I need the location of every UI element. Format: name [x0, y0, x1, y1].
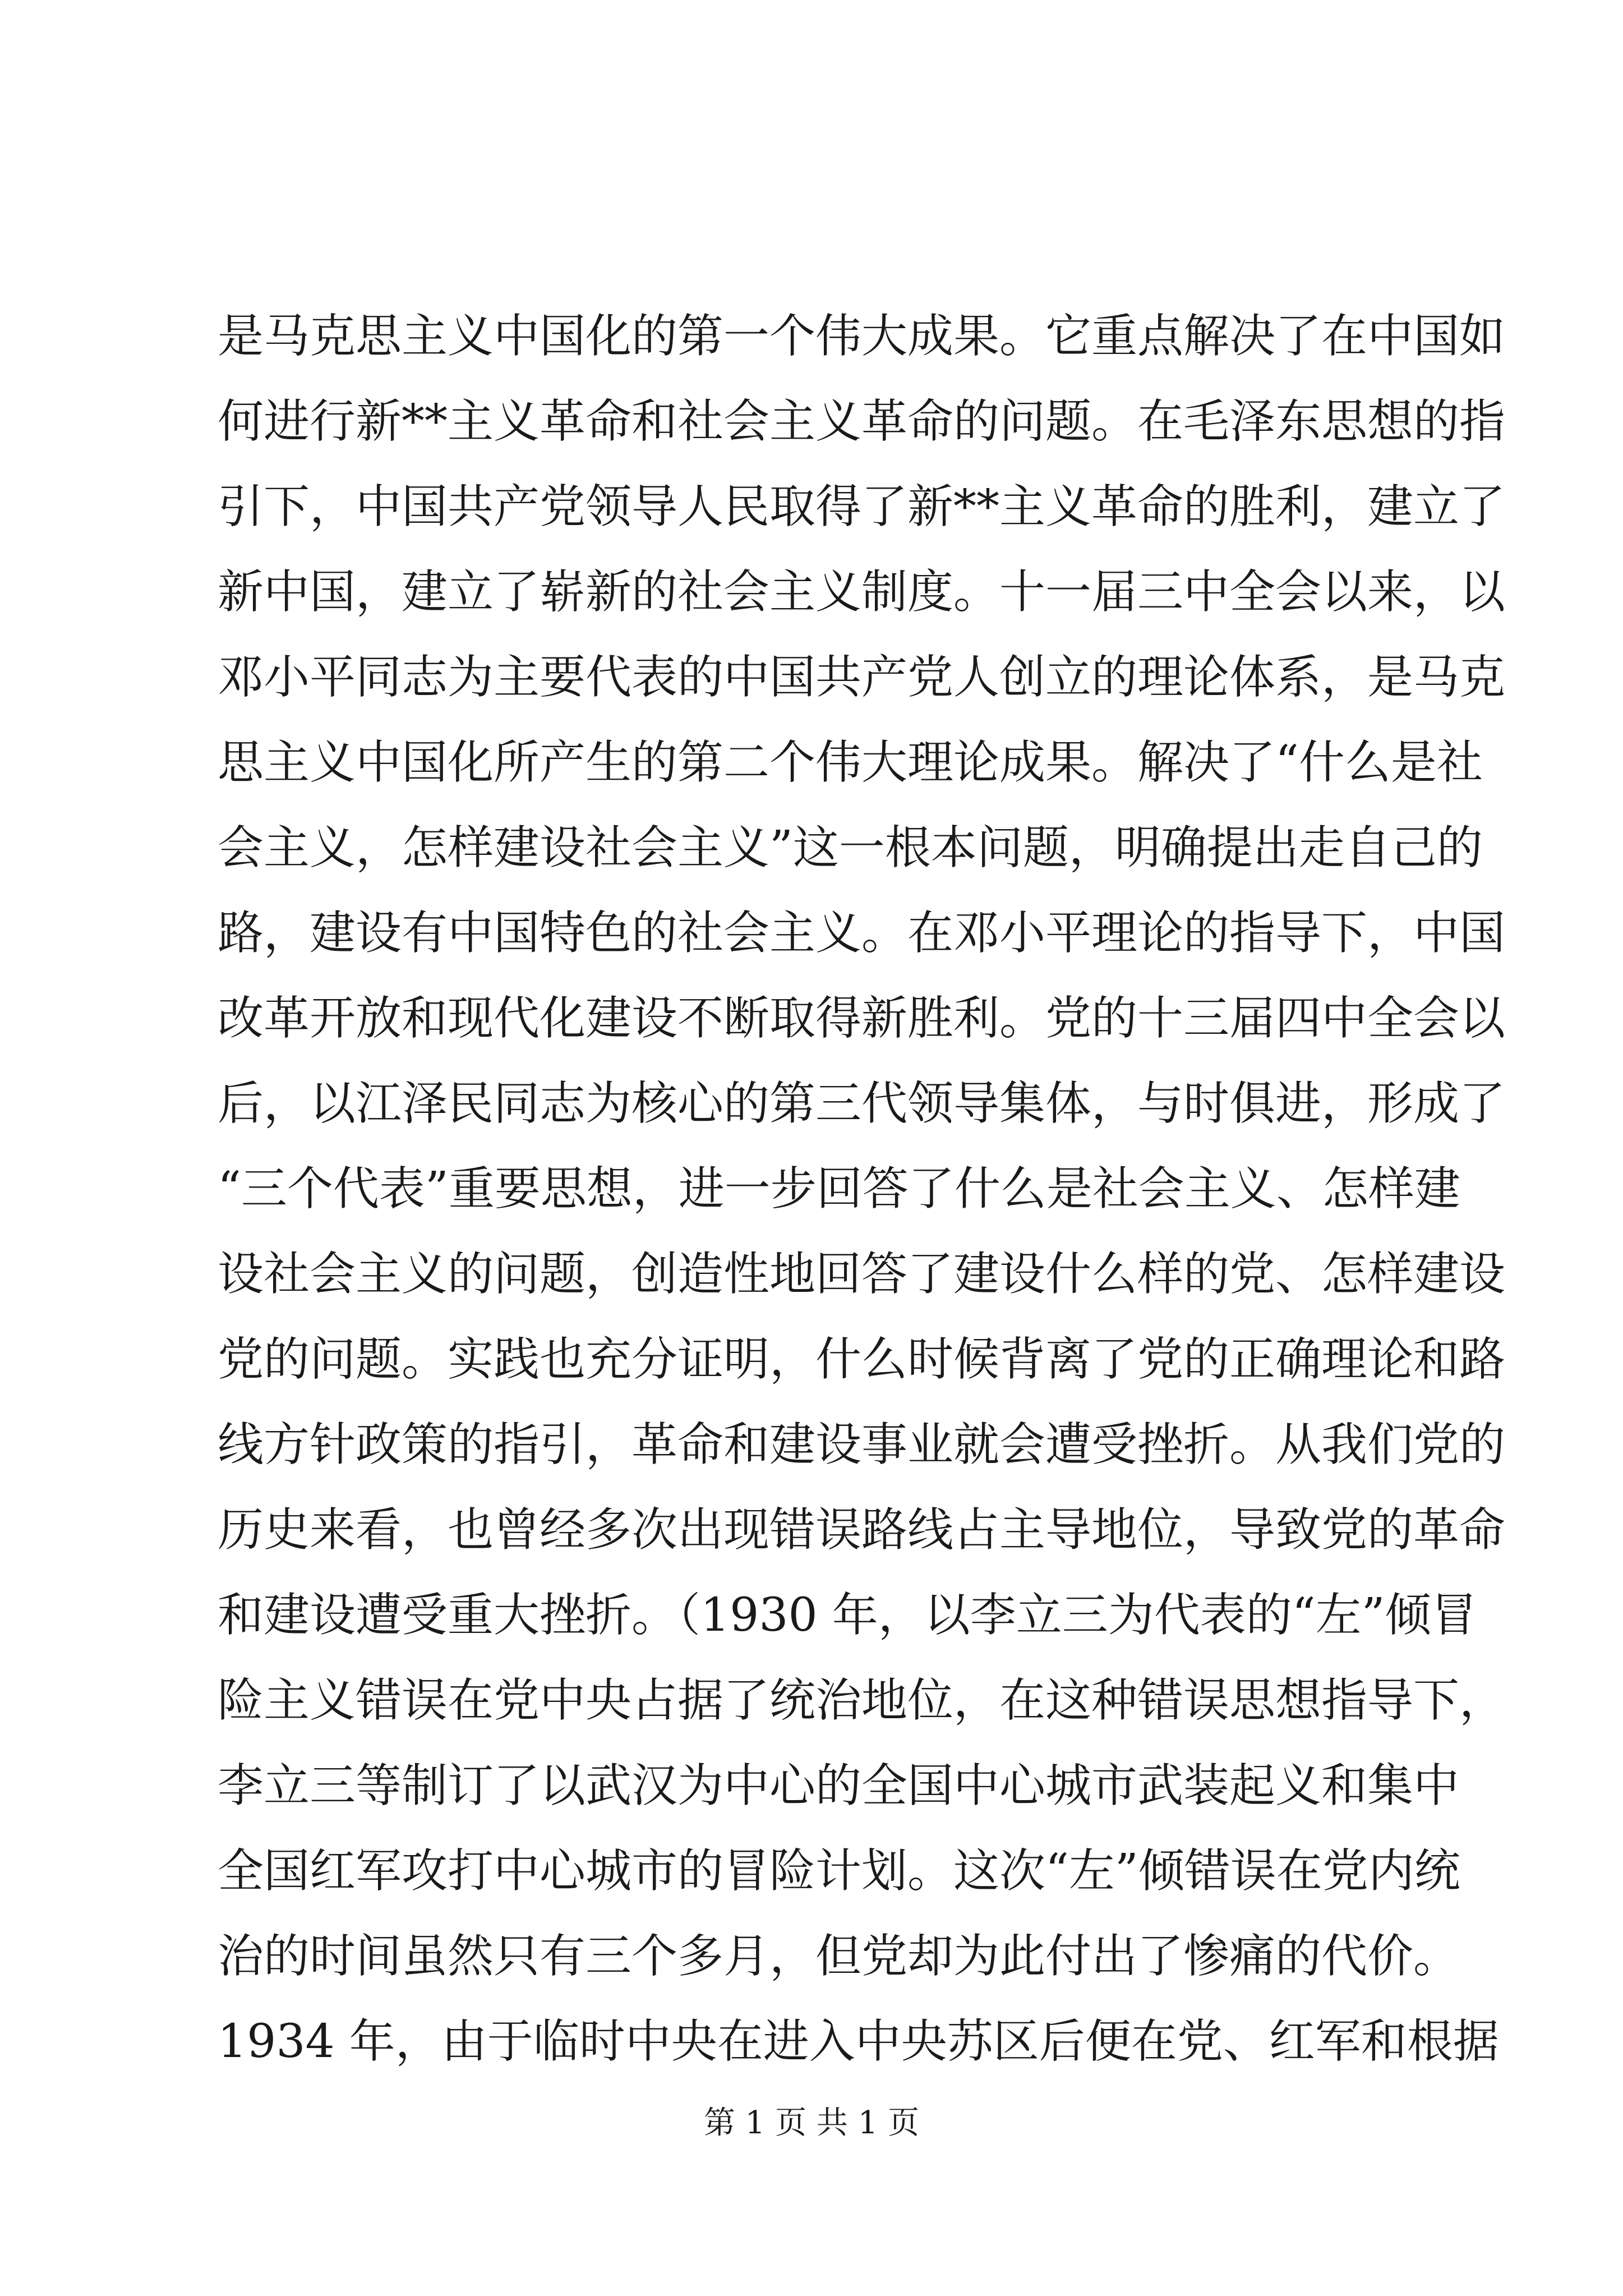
text-line: 李立三等制订了以武汉为中心的全国中心城市武装起义和集中: [218, 1759, 1460, 1812]
text-line: 险主义错误在党中央占据了统治地位，在这种错误思想指导下，: [218, 1674, 1506, 1727]
text-line: 新中国，建立了崭新的社会主义制度。十一届三中全会以来，以: [218, 565, 1506, 619]
page-number-footer: 第 1 页 共 1 页: [703, 2105, 920, 2141]
text-line: 设社会主义的问题，创造性地回答了建设什么样的党、怎样建设: [218, 1248, 1506, 1301]
text-line: 和建设遭受重大挫折。（1930 年，以李立三为代表的“左”倾冒: [218, 1589, 1477, 1642]
text-line: 线方针政策的指引，革命和建设事业就会遭受挫折。从我们党的: [218, 1418, 1506, 1471]
text-line: 全国红军攻打中心城市的冒险计划。这次“左”倾错误在党内统: [218, 1844, 1460, 1898]
text-line: 历史来看，也曾经多次出现错误路线占主导地位，导致党的革命: [218, 1503, 1506, 1557]
text-line: 思主义中国化所产生的第二个伟大理论成果。解决了“什么是社: [218, 736, 1483, 789]
text-line: 邓小平同志为主要代表的中国共产党人创立的理论体系，是马克: [218, 651, 1506, 704]
body-text: [218, 294, 1506, 2085]
text-line: 路，建设有中国特色的社会主义。在邓小平理论的指导下，中国: [218, 907, 1506, 960]
text-line: “三个代表”重要思想，进一步回答了什么是社会主义、怎样建: [218, 1162, 1460, 1216]
text-line: 后，以江泽民同志为核心的第三代领导集体，与时俱进，形成了: [218, 1077, 1506, 1130]
text-line: 引下，中国共产党领导人民取得了新**主义革命的胜利，建立了: [218, 480, 1506, 533]
text-line: 治的时间虽然只有三个多月，但党却为此付出了惨痛的代价。: [218, 1930, 1460, 1983]
text-line: 改革开放和现代化建设不断取得新胜利。党的十三届四中全会以: [218, 992, 1506, 1045]
text-line: 是马克思主义中国化的第一个伟大成果。它重点解决了在中国如: [218, 310, 1506, 363]
text-line: 1934 年，由于临时中央在进入中央苏区后便在党、红军和根据: [218, 2015, 1499, 2068]
text-line: 何进行新**主义革命和社会主义革命的问题。在毛泽东思想的指: [218, 395, 1506, 448]
text-line: 党的问题。实践也充分证明，什么时候背离了党的正确理论和路: [218, 1333, 1506, 1386]
text-line: 会主义，怎样建设社会主义”这一根本问题，明确提出走自己的: [218, 821, 1483, 875]
